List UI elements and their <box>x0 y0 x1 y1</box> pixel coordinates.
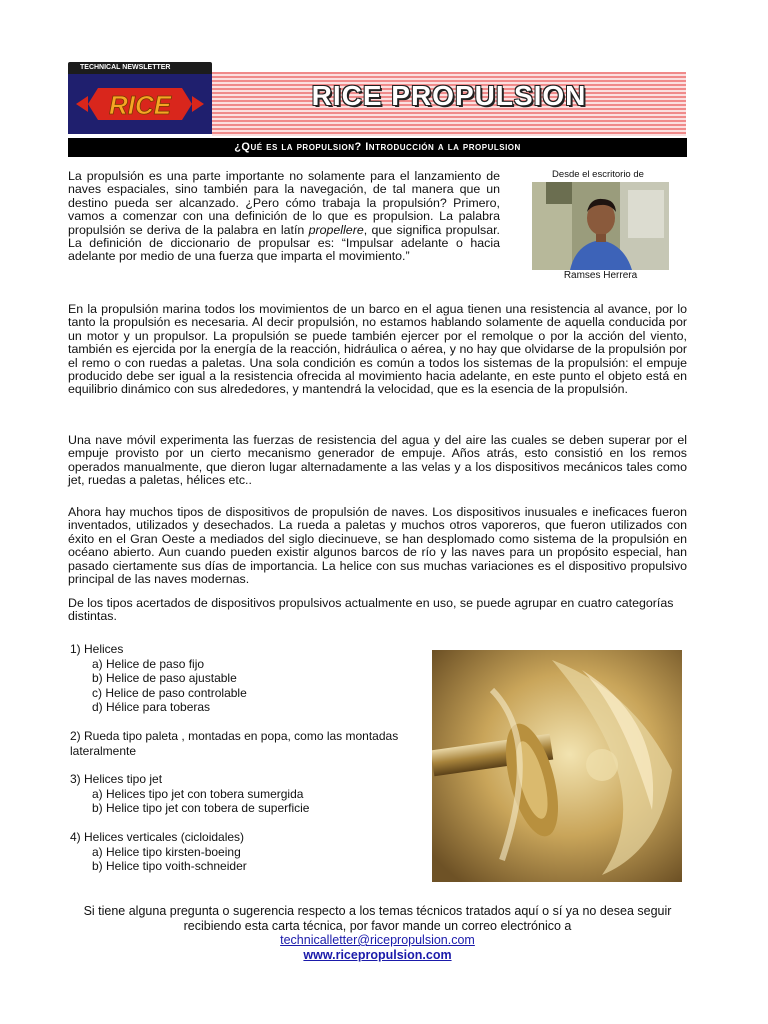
list-item: 3) Helices tipo jet <box>70 772 163 787</box>
list-subitem: b) Helice de paso ajustable <box>92 671 237 686</box>
paragraph-categories: De los tipos acertados de dispositivos propulsivos actualmente en uso, se puede agrupar en cuatro categorías distintas. <box>68 596 674 624</box>
propeller-photo <box>432 650 682 882</box>
list-subitem: b) Helice tipo jet con tobera de superficie <box>92 801 310 816</box>
paragraph-devices: Ahora hay muchos tipos de dispositivos de propulsión de naves. Los dispositivos inusuales e ineficaces fueron inventados, utilizados y desechados. La rueda a paletas y muchos otros vaporeros, que fueron utilizados con éxito en el Gran Oeste a mediados del siglo diecinueve, se han desplomado como sistema de la propulsión en océano abierto. Aun cuando pueden existir algunos barcos de río y las naves para un propósito especial, han pasado ciertamente sus días de importancia. La helice con sus muchas variaciones es el dispositivo propulsivo principal de las naves modernas. <box>68 505 687 587</box>
footer-text: Si tiene alguna pregunta o sugerencia respecto a los temas técnicos tratados aquí o sí ya no desea seguir recibiendo esta carta técnica, por favor mande un correo electrónico a <box>83 904 672 933</box>
list-item: 4) Helices verticales (cicloidales) <box>70 829 245 844</box>
list-subitem: c) Helice de paso controlable <box>92 685 247 700</box>
list-item: 1) Helices <box>70 642 124 656</box>
email-link[interactable]: technicalletter@ricepropulsion.com <box>280 933 475 947</box>
paragraph-marine-propulsion: En la propulsión marina todos los movimientos de un barco en el agua tienen una resistencia al avance, por lo tanto la propulsión es necesaria. Al decir propulsión, no estamos hablando solamente de aquella conducida por un motor y un propulsor. La propulsión se puede también ejercer por el remolque o por la acción del viento, también es ejercida por la energía de la reacción, hidráulica o aérea, y no hay que olvidarse de la propulsión por el remo o con ruedas a paletas. Una sola condición es común a todos los sistemas de la propulsión: el empuje producido debe ser igual a la resistencia ofrecida al movimiento hacia adelante, en este punto el objeto está en equilibrio dinámico con sus alrededores, y mantendrá la velocidad, que es la esencia de la propulsión. <box>68 302 687 397</box>
rice-logo-icon <box>68 74 212 134</box>
newsletter-title: RICE PROPULSION <box>311 80 587 111</box>
list-subitem: b) Helice tipo voith-schneider <box>92 859 247 874</box>
rice-logo <box>68 74 212 134</box>
website-link[interactable]: www.ricepropulsion.com <box>303 947 452 962</box>
svg-text:RICE: RICE <box>108 90 172 120</box>
newsletter-tag: TECHNICAL NEWSLETTER <box>68 62 212 74</box>
intro-paragraph: La propulsión es una parte importante no solamente para el lanzamiento de naves espaciales, sino también para la navegación, de tal manera que un destino pueda ser alcanzado. ¿Pero cómo trabaja la propulsión? Primero, vamos a comenzar con una definición de lo que es propulsion. La palabra propulsión se deriva de la palabra en latín propellere, que significa propulsar. La definición de diccionario de propulsar es: “Impulsar adelante o hacia adelante por medio de una fuerza que imparta el movimiento.” <box>68 169 501 264</box>
list-subitem: a) Helice tipo kirsten-boeing <box>92 844 241 859</box>
list-item: 2) Rueda tipo paleta , montadas en popa, como las montadas lateralmente <box>70 728 399 758</box>
paragraph-resistance: Una nave móvil experimenta las fuerzas de resistencia del agua y del aire las cuales se deben superar por el empuje provisto por un cierto mecanismo generador de empuje. Años atrás, esto consistió en los remos operados manualmente, que dieron lugar alternadamente a las velas y a los dispositivos mecánicos tales como jet, ruedas a paletas, hélices etc.. <box>68 433 687 488</box>
author-photo <box>532 182 669 270</box>
desk-label: Desde el escritorio de <box>552 169 644 180</box>
list-subitem: a) Helice de paso fijo <box>92 656 205 671</box>
article-subtitle: ¿Qué es la propulsion? Introducción a la propulsion <box>68 138 687 157</box>
list-subitem: d) Hélice para toberas <box>92 700 211 715</box>
author-name: Ramses Herrera <box>563 270 638 281</box>
propulsion-categories-list <box>70 642 400 874</box>
list-subitem: a) Helices tipo jet con tobera sumergida <box>92 786 304 801</box>
footer <box>68 904 687 962</box>
